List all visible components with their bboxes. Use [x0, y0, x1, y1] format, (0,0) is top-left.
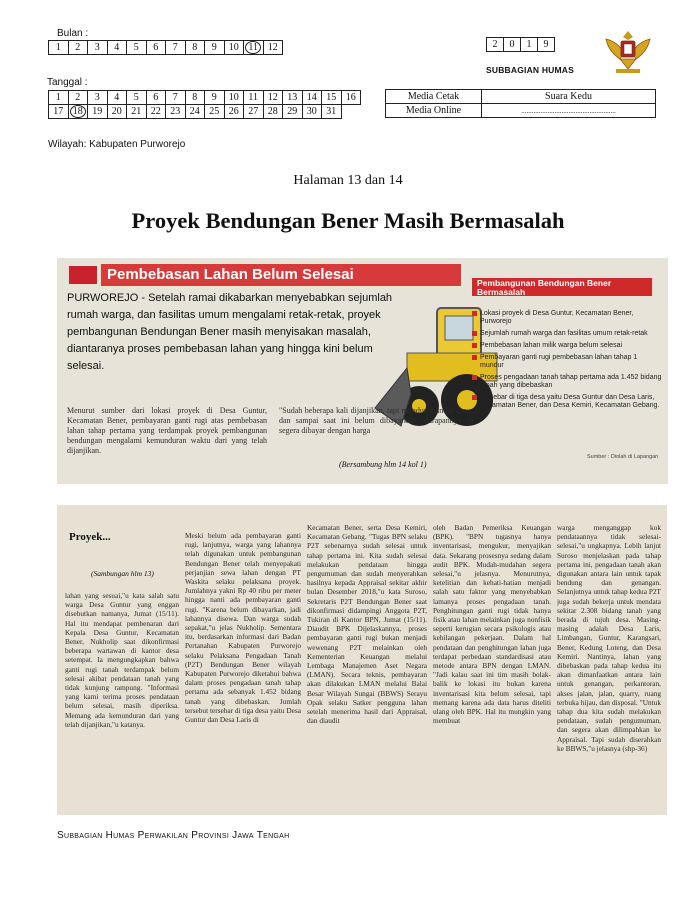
banner-title: Pembebasan Lahan Belum Selesai: [101, 264, 461, 286]
grid-cell-value: 25: [209, 106, 220, 117]
info-box-item: [472, 374, 662, 390]
grid-cell: [224, 41, 244, 55]
tanggal-label: Tanggal :: [47, 77, 88, 88]
grid-cell: [263, 41, 283, 55]
grid-cell-value: 2: [75, 92, 81, 103]
bullet-icon: [472, 331, 477, 336]
grid-cell-value: 29: [287, 106, 298, 117]
grid-cell: [205, 105, 225, 119]
grid-cell: [341, 91, 361, 105]
grid-cell: [263, 91, 283, 105]
grid-cell: [146, 91, 166, 105]
grid-cell: [521, 38, 538, 52]
grid-cell: [283, 105, 303, 119]
grid-cell: [49, 91, 69, 105]
info-box-list: [472, 310, 662, 414]
unit-label: SUBBAGIAN HUMAS: [486, 65, 574, 75]
grid-cell-value: 26: [228, 106, 239, 117]
wilayah-label: Wilayah: Kabupaten Purworejo: [48, 139, 186, 150]
clipping-top: [57, 258, 668, 484]
lead-paragraph: PURWOREJO - Setelah ramai dikabarkan menyebabkan sejumlah rumah warga, dan fasilitas umum mengalami retak-retak, proyek pembangunan Bendungan Bener masih menyisakan masalah, diantaranya proses pembebasan lahan yang hingga kini belum selesai.: [67, 292, 393, 372]
grid-cell-value: 6: [153, 42, 159, 53]
grid-cell: [185, 105, 205, 119]
grid-cell-value: 21: [131, 106, 142, 117]
grid-cell: [185, 41, 205, 55]
grid-cell: [302, 105, 322, 119]
grid-cell-value: 0: [509, 39, 515, 50]
grid-cell-value: 2: [75, 42, 81, 53]
grid-cell-value: 12: [267, 42, 278, 53]
bulan-label: Bulan :: [57, 28, 89, 39]
grid-cell-value: 8: [192, 42, 198, 53]
media-online-value: ......................................................: [482, 104, 656, 118]
grid-cell-value: 20: [111, 106, 122, 117]
grid-cell-value: 4: [114, 92, 120, 103]
grid-cell-value: 10: [228, 42, 239, 53]
headline: Proyek Bendungan Bener Masih Bermasalah: [131, 208, 565, 233]
grid-cell-value: 3: [94, 92, 100, 103]
footer: Subbagian Humas Perwakilan Provinsi Jawa Tengah: [57, 830, 290, 841]
grid-cell: [146, 105, 166, 119]
info-box-item-text: Proses pengadaan tanah tahap pertama ada 1.452 bidang tanah yang dibebaskan: [480, 374, 662, 389]
banner-marker: [69, 266, 97, 284]
media-online-label: Media Online: [386, 104, 482, 118]
grid-cell-value: 23: [170, 106, 181, 117]
grid-cell: [68, 91, 88, 105]
grid-cell-value: 22: [150, 106, 161, 117]
grid-cell: [166, 41, 186, 55]
media-table: [385, 89, 656, 118]
grid-cell: [302, 91, 322, 105]
grid-cell: [107, 91, 127, 105]
grid-cell-value: 10: [228, 92, 239, 103]
page-reference: Halaman 13 dan 14: [293, 173, 403, 188]
grid-cell: [88, 105, 108, 119]
grid-cell: [538, 38, 555, 52]
grid-cell-value: 18: [70, 105, 86, 118]
grid-cell: [322, 91, 342, 105]
grid-cell-value: 2: [492, 39, 498, 50]
grid-cell-value: 4: [114, 42, 120, 53]
grid-cell-value: 14: [306, 92, 317, 103]
info-box-item-text: Lokasi proyek di Desa Guntur, Kecamatan Bener, Purworejo: [480, 310, 634, 325]
grid-cell-value: 5: [133, 92, 139, 103]
grid-cell-value: 9: [211, 42, 217, 53]
grid-cell-value: 3: [94, 42, 100, 53]
grid-cell: [504, 38, 521, 52]
grid-cell: [224, 91, 244, 105]
grid-cell: [146, 41, 166, 55]
column-3: Kecamatan Bener, serta Desa Kemiri, Kecamatan Gebang. "Tugas BPN selaku P2T sebenarnya sudah selesai untuk tahap pertama ini. Kita sudah selesai melakukan pendataan hingga pengumuman dan sudah menyerahkan hasilnya kepada Appraisal sekitar akhir bulan Desember 2018,"u kata Suroso, Sekretaris P2T Bendungan Bener saat dikonfirmasi didampingi Anggota P2T, Tukiran di Kantor BPN, Jumat (15/11). Diaudit BPK Dijelaskannya, proses pembayaran ganti rugi bukan menjadi wewenang P2T melainkan oleh Kementerian Keuangan melalui Lembaga Manajemen Aset Negara (LMAN). Secara teknis, pembayaran akan dilakukan LMAN melalui Balai Besar Wilayah Sungai (BBWS) Serayu Opak selaku Satker pengguna lahan setelah menerima hasil dari Appraisal, dan diaudit: [307, 523, 427, 726]
bullet-icon: [472, 375, 477, 380]
clipping-bottom: [57, 505, 667, 815]
media-cetak-value: Suara Kedu: [482, 90, 656, 104]
grid-cell-value: 17: [53, 106, 64, 117]
grid-cell: [322, 105, 342, 119]
grid-cell-value: 15: [326, 92, 337, 103]
sambungan-note: (Sambungan hlm 13): [91, 569, 154, 578]
grid-cell: [185, 91, 205, 105]
bulan-grid: [48, 40, 283, 55]
tanggal-grid: [48, 90, 361, 119]
body-left: Menurut sumber dari lokasi proyek di Desa Guntur, Kecamatan Bener, pembayaran ganti rugi atas pembebasan lahan tahap pertama yang terdampak proyek pembangunan bendungan mengalami kemunduran waktu dari yang telah dijanjikan.: [67, 406, 267, 455]
grid-cell: [263, 105, 283, 119]
grid-cell: [127, 105, 147, 119]
grid-cell-value: 7: [172, 92, 178, 103]
column-4: oleh Badan Pemeriksa Keuangan (BPK). "BPN tugasnya hanya inventarisasi, mengukur, menyajikan data. Sekarang prosesnya sedang dalam audit BPK. Mudah-mudahan segera selesai,"u jelasnya. Menurutnya, ketelitian dan kehati-hatian menjadi salah satu faktor yang menyebabkan lamanya proses pengadaan tanah. Penghitungan ganti rugi tidak hanya fisik atau lahan melainkan juga nonfisik seperti kerugian secara psikologis atau kehilangan pekerjaan. Dalam hal pendataan dan penghitungan lahan juga terdapat perbedaan standardisasi atau metode antara BPN dengan LMAN. "Jadi kalau saat ini tim masih bolak-balik ke lokasi itu bukan karena inventarisasi kita belum selesai, tapi memang karena ada data harus diteliti ulang oleh BPK. Hal itu mungkin yang membuat: [433, 523, 551, 726]
grid-cell: [244, 105, 264, 119]
grid-cell: [68, 105, 88, 119]
info-box-item-text: Sejumlah rumah warga dan fasilitas umum retak-retak: [480, 330, 648, 337]
grid-cell: [88, 41, 108, 55]
grid-cell-value: 12: [267, 92, 278, 103]
grid-cell: [283, 91, 303, 105]
grid-cell: [127, 91, 147, 105]
info-box-item-text: Pembebasan lahan milik warga belum selesai: [480, 342, 623, 349]
grid-cell-value: 24: [189, 106, 200, 117]
year-grid: [486, 37, 555, 52]
grid-cell-value: 5: [133, 42, 139, 53]
media-cetak-label: Media Cetak: [386, 90, 482, 104]
info-box-item: [472, 330, 662, 338]
grid-cell: [244, 91, 264, 105]
info-box-item-text: Tersebar di tiga desa yaitu Desa Guntur dan Desa Laris, Kecamatan Bener, dan Desa Kemiri, Kecamatan Gebang.: [480, 394, 660, 409]
continued-note: (Bersambung hlm 14 kol 1): [339, 460, 427, 469]
garuda-emblem-icon: [602, 25, 654, 77]
grid-cell: [107, 105, 127, 119]
grid-cell-value: 16: [345, 92, 356, 103]
grid-cell: [107, 41, 127, 55]
grid-cell-value: 1: [55, 92, 61, 103]
grid-cell: [244, 41, 264, 55]
grid-cell-value: 30: [306, 106, 317, 117]
info-box-item: [472, 310, 662, 326]
grid-cell: [166, 105, 186, 119]
grid-cell-value: 27: [248, 106, 259, 117]
grid-cell-value: 1: [55, 42, 61, 53]
column-2: Meski belum ada pembayaran ganti rugi, lanjutnya, warga yang lahannya telah digunakan untuk pembangunan Bendungan Bener telah menyepakati perjanjian sewa lahan dengan PT Waskita selaku pelaksana proyek. Jumlahnya yakni Rp 40 ribu per meter hingga nanti ada pembayaran ganti rugi. "Karena belum dibayarkan, jadi lahannya disewa. Dan warga sudah sepakat,"u jelas Nukholip. Sementara itu, berdasarkan informasi dari Badan Pertanahan Kabupaten Purworejo selaku Pelaksana Pengadaan Tanah (P2T) Bendungan Bener wilayah Kabupaten Purworejo diketahui bahwa dalam proses pengadaan tanah tahap pertama ada sebanyak 1.452 bidang tanah yang dibebaskan. Jumlah tersebut tersebar di tiga desa yaitu Desa Guntur dan Desa Laris di: [185, 531, 301, 725]
grid-cell-value: 6: [153, 92, 159, 103]
source-note: Sumber : Diolah di Lapangan: [587, 454, 659, 460]
grid-cell-value: 19: [92, 106, 103, 117]
bullet-icon: [472, 311, 477, 316]
grid-cell-value: 7: [172, 42, 178, 53]
info-box-item-text: Pembayaran ganti rugi pembebasan lahan tahap 1 mundur: [480, 354, 638, 369]
grid-cell-value: 28: [267, 106, 278, 117]
grid-cell-value: 11: [248, 92, 259, 103]
grid-cell: [127, 41, 147, 55]
info-box-item: [472, 342, 662, 350]
info-box-item: [472, 354, 662, 370]
grid-cell-value: 11: [245, 41, 261, 54]
grid-cell: [49, 41, 69, 55]
grid-cell: [224, 105, 244, 119]
grid-cell-value: 9: [543, 39, 549, 50]
bullet-icon: [472, 395, 477, 400]
grid-cell: [49, 105, 69, 119]
bullet-icon: [472, 343, 477, 348]
info-box-title: Pembangunan Bendungan Bener Bermasalah: [472, 278, 652, 296]
body-right: "Sudah beberapa kali dijanjikan, tapi mundur-mundur terus, dan sampai saat ini belum dibayarkan. Harapannya ya segera dibayar dengan harga: [279, 406, 474, 435]
grid-cell: [68, 41, 88, 55]
grid-cell-value: 31: [326, 106, 337, 117]
kicker: Proyek...: [69, 531, 111, 543]
grid-cell-value: 8: [192, 92, 198, 103]
grid-cell-value: 13: [287, 92, 298, 103]
grid-cell: [166, 91, 186, 105]
grid-cell-value: 1: [526, 39, 532, 50]
grid-cell-value: 9: [211, 92, 217, 103]
grid-cell: [88, 91, 108, 105]
grid-cell: [205, 41, 225, 55]
bullet-icon: [472, 355, 477, 360]
column-5: warga menganggap kok pendataannya tidak selesai-selesai,"u ungkapnya. Lebih lanjut Suroso menjelaskan pada tahap pertama ini, pengadaan tanah akan digunakan antara lain untuk tapak bendung dan genangan. Selanjutnya untuk tahap kedua P2T juga sudah bekerja untuk mendata sekitar 2.308 bidang tanah yang berada di tujuh desa. Masing-masing adalah Desa Laris, Limbangan, Guntur, Karangsari, Bener, Kedung Loteng, dan Desa Kemiri. Nantinya, lahan yang dibebaskan pada tahap kedua itu akan dimanfaatkan antara lain untuk genangan, perkantoran, akses jalan, jalan, quarry, ruang terbuka hijau, dan disposal. "Untuk tahap dua kita sudah melakukan pendataan, sudah pengumuman, dan segera akan dilimpahkan ke Appraisal. Tapi sudah diserahkan ke BBWS,"u jelasnya (shp-36): [557, 523, 661, 753]
column-1: lahan yang sesuai,"u kata salah satu warga Desa Guntur yang enggan disebutkan namanya, Jumat (15/11). Hal itu mendapat pembenaran dari Kepala Desa Guntur, Kecamatan Bener, Nukholip saat dikonfirmasi beberapa wartawan di kantor desa setempat. Ia mengungkapkan bahwa ganti rugi tanah terdampak belum selesai akibat pendataan tanah yang tidak kunjung rampung. "Informasi yang kami terima proses pendataan belum selesai, masih diperiksa. Memang ada kemunduran dari yang telah dijanjikan,"u katanya.: [65, 591, 179, 729]
grid-cell: [487, 38, 504, 52]
grid-cell: [205, 91, 225, 105]
info-box-item: [472, 394, 662, 410]
